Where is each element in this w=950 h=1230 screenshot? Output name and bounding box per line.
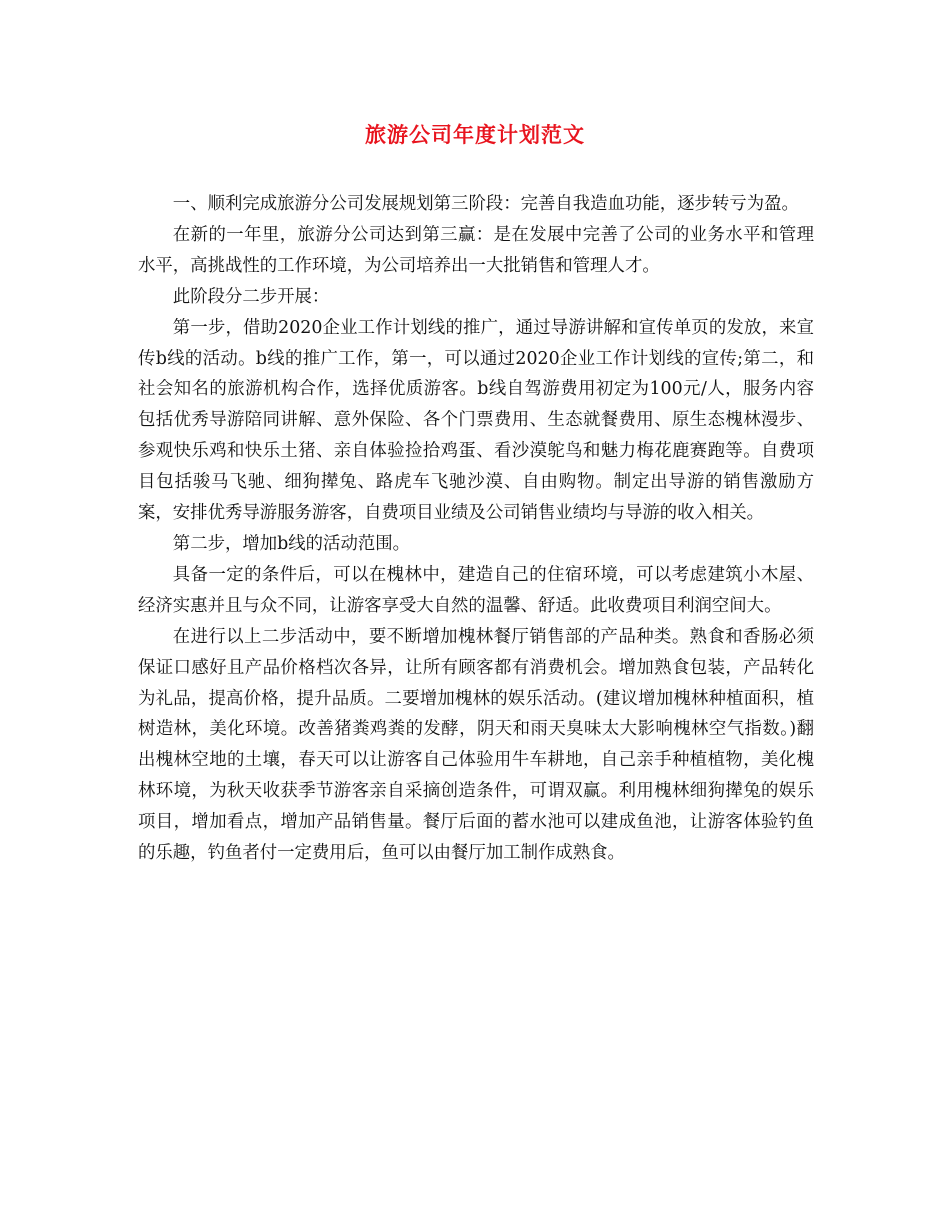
paragraph-6: 具备一定的条件后，可以在槐林中，建造自己的住宿环境，可以考虑建筑小木屋、经济实惠并且与众不同，让游客享受大自然的温馨、舒适。此收费项目利润空间大。 xyxy=(138,564,814,616)
document-title: 旅游公司年度计划范文 xyxy=(365,122,585,147)
paragraph-3: 此阶段分二步开展： xyxy=(172,286,330,307)
paragraph-2: 在新的一年里，旅游分公司达到第三赢：是在发展中完善了公司的业务水平和管理水平，高挑战性的工作环境，为公司培养出一大批销售和管理人才。 xyxy=(138,224,814,276)
paragraph-5: 第二步，增加b线的活动范围。 xyxy=(172,533,411,554)
document-body xyxy=(138,189,814,869)
paragraph-1: 一、顺利完成旅游分公司发展规划第三阶段：完善自我造血功能，逐步转亏为盈。 xyxy=(172,194,799,214)
paragraph-7: 在进行以上二步活动中，要不断增加槐林餐厅销售部的产品种类。熟食和香肠必须保证口感好且产品价格档次各异，让所有顾客都有消费机会。增加熟食包装，产品转化为礼品，提高价格，提升品质。二要增加槐林的娱乐活动。(建议增加槐林种植面积，植树造林，美化环境。改善猪粪鸡粪的发酵，阴天和雨天臭味太大影响槐林空气指数。)翻出槐林空地的土壤，春天可以让游客自己体验用牛车耕地，自己亲手种植植物，美化槐林环境，为秋天收获季节游客亲自采摘创造条件，可谓双赢。利用槐林细狗撵兔的娱乐项目，增加看点，增加产品销售量。餐厅后面的蓄水池可以建成鱼池，让游客体验钓鱼的乐趣，钓鱼者付一定费用后，鱼可以由餐厅加工制作成熟食。 xyxy=(138,626,814,864)
paragraph-4: 第一步，借助2020企业工作计划线的推广，通过导游讲解和宣传单页的发放，来宣传b线的活动。b线的推广工作，第一，可以通过2020企业工作计划线的宣传;第二，和社会知名的旅游机构合作，选择优质游客。b线自驾游费用初定为100元/人，服务内容包括优秀导游陪同讲解、意外保险、各个门票费用、生态就餐费用、原生态槐林漫步、参观快乐鸡和快乐土猪、亲自体验捡拾鸡蛋、看沙漠鸵鸟和魅力梅花鹿赛跑等。自费项目包括骏马飞驰、细狗撵兔、路虎车飞驰沙漠、自由购物。制定出导游的销售激励方案，安排优秀导游服务游客，自费项目业绩及公司销售业绩均与导游的收入相关。 xyxy=(138,317,814,524)
